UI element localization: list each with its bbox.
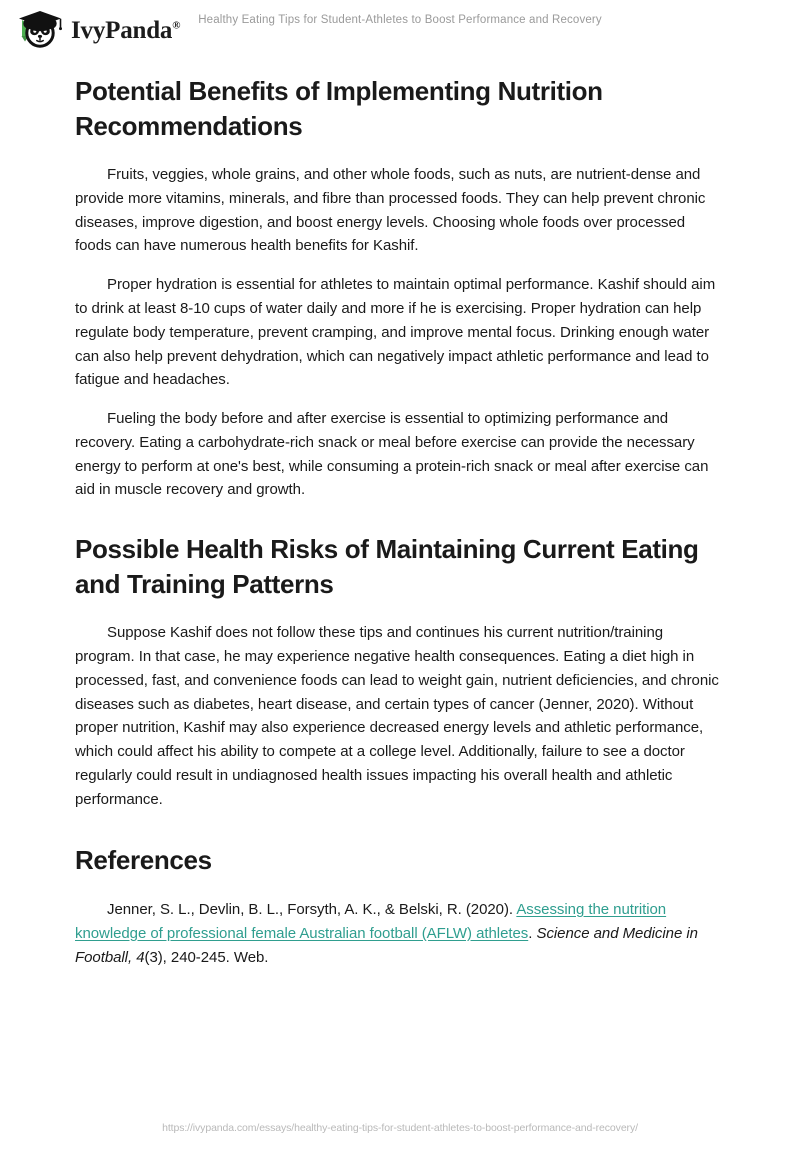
document-body <box>75 74 725 969</box>
reference-article-link[interactable]: Assessing the nutrition knowledge of professional female Australian football (AFLW) athletes <box>75 900 667 942</box>
page-header <box>0 0 800 58</box>
running-title: Healthy Eating Tips for Student-Athletes to Boost Performance and Recovery <box>198 14 602 26</box>
panda-graduation-cap-icon <box>14 6 66 50</box>
reference-issue-pages: (3), 240-245. Web. <box>144 948 269 966</box>
paragraph-fueling: Fueling the body before and after exercise is essential to optimizing performance and recovery. Eating a carbohydrate-rich snack or meal before exercise can provide the necessary energy to perform at one's best, while consuming a protein-rich snack or meal after exercise can aid in muscle recovery and growth. <box>75 410 709 499</box>
brand-name-text: IvyPanda <box>71 16 173 44</box>
paragraph-whole-foods: Fruits, veggies, whole grains, and other whole foods, such as nuts, are nutrient-dense and provide more vitamins, minerals, and fibre than processed foods. They can help prevent chronic diseases, improve digestion, and boost energy levels. Choosing whole foods over processed foods can have numerous health benefits for Kashif. <box>75 166 706 255</box>
brand-logo[interactable] <box>14 6 180 50</box>
section-heading-risks: Possible Health Risks of Maintaining Current Eating and Training Patterns <box>75 534 699 599</box>
paragraph-health-risks: Suppose Kashif does not follow these tips and continues his current nutrition/training program. In that case, he may experience negative health consequences. Eating a diet high in processed, fast, and convenience foods can lead to weight gain, nutrient deficiencies, and chronic diseases such as diabetes, heart disease, and certain types of cancer (Jenner, 2020). Without proper nutrition, Kashif may also experience decreased energy levels and athletic performance, which could affect his ability to compete at a college level. Additionally, failure to see a doctor regularly could result in undiagnosed health issues impacting his overall health and athletic performance. <box>75 624 719 808</box>
reference-authors: Jenner, S. L., Devlin, B. L., Forsyth, A. K., & Belski, R. (2020). <box>107 900 517 918</box>
reference-after-link: . <box>528 924 537 942</box>
reference-volume: , 4 <box>127 948 145 966</box>
paragraph-hydration: Proper hydration is essential for athletes to maintain optimal performance. Kashif should aim to drink at least 8-10 cups of water daily and more if he is exercising. Proper hydration can help regulate body temperature, prevent cramping, and improve mental focus. Drinking enough water can also help prevent dehydration, which can negatively impact athletic performance and lead to fatigue and headaches. <box>75 276 716 389</box>
reference-item <box>75 898 725 969</box>
references-heading: References <box>75 845 212 876</box>
footer-url[interactable]: https://ivypanda.com/essays/healthy-eating-tips-for-student-athletes-to-boost-performance-and-recovery/ <box>162 1122 638 1134</box>
registered-mark: ® <box>172 19 181 32</box>
section-heading-benefits: Potential Benefits of Implementing Nutrition Recommendations <box>75 76 603 141</box>
reference-journal: Science and Medicine in Football <box>75 924 698 966</box>
